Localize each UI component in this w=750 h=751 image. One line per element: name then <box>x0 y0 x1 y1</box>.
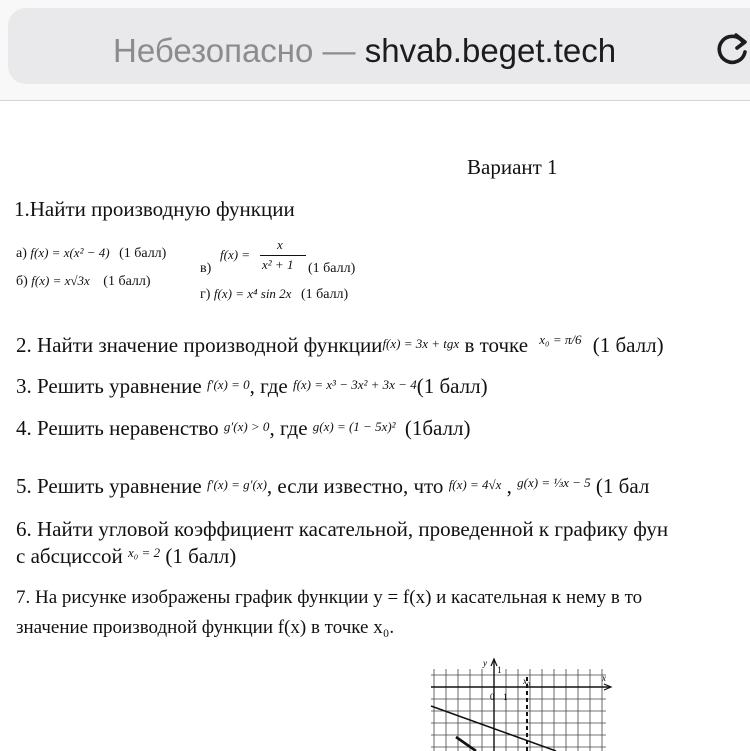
task6-points: (1 балл) <box>165 544 237 568</box>
task5-text2: , если известно, что <box>266 474 444 498</box>
task2-text2: в точке <box>464 333 529 357</box>
task2-points: (1 балл) <box>592 333 664 357</box>
task2-point: x₀ = π/6 <box>539 332 582 347</box>
task1-b-label: б) <box>16 274 28 289</box>
task1-v-lhs: f(x) = <box>220 247 251 262</box>
browser-toolbar <box>0 0 750 101</box>
task3 <box>16 374 488 399</box>
task1-g <box>200 286 348 303</box>
task4-formula2: g(x) = (1 − 5x)² <box>312 419 396 434</box>
y-one-label: 1 <box>497 665 502 675</box>
task7-line1: 7. На рисунке изображены график функции y = f(x) и касательная к нему в то <box>16 587 643 608</box>
url-domain: shvab.beget.tech <box>364 32 617 69</box>
x-axis-label: x <box>602 673 606 683</box>
task1-v-numerator: x <box>277 237 283 252</box>
task3-text2: , где <box>249 374 288 398</box>
y-axis-label: y <box>483 658 487 668</box>
variant-title: Вариант 1 <box>467 155 558 179</box>
task3-formula2: f(x) = x³ − 3x² + 3x − 4 <box>292 377 417 392</box>
task5-comma: , <box>506 474 512 498</box>
task5-points: (1 бал <box>595 474 650 498</box>
task1-v-points: (1 балл) <box>308 261 356 276</box>
task5-formula2: f(x) = 4√x <box>448 477 502 492</box>
task6-formula: x₀ = 2 <box>128 545 161 560</box>
task1-a-formula: f(x) = x(x² − 4) <box>30 245 110 260</box>
task3-text: 3. Решить уравнение <box>16 374 202 398</box>
task2-text: 2. Найти значение производной функции <box>16 333 383 357</box>
task1-g-formula: f(x) = x⁴ sin 2x <box>213 286 292 301</box>
task5 <box>16 474 649 499</box>
task1-v-denominator: x² + 1 <box>262 257 294 272</box>
task1-a-points: (1 балл) <box>119 246 167 261</box>
address-bar[interactable] <box>8 8 750 84</box>
task1-v-fraction-bar <box>260 255 306 256</box>
address-text[interactable] <box>113 32 616 70</box>
task4-text: 4. Решить неравенство <box>16 416 219 440</box>
task2 <box>16 332 664 358</box>
x0-label: x₀ <box>523 676 531 686</box>
task4-formula1: g′(x) > 0 <box>223 419 270 434</box>
x-one-label: 1 <box>503 692 508 702</box>
task6-line2 <box>16 544 236 569</box>
task1-a-label: а) <box>16 246 27 261</box>
task1-b-points: (1 балл) <box>103 274 151 289</box>
reload-icon[interactable] <box>712 28 750 68</box>
task5-formula3: g(x) = ⅓x − 5 <box>517 475 591 490</box>
task1-heading: 1.Найти производную функции <box>14 197 295 221</box>
task4-points: (1балл) <box>404 416 471 440</box>
task1-v-label: в) <box>200 261 212 276</box>
task1-g-label: г) <box>200 287 211 302</box>
task1-b-formula: f(x) = x√3x <box>31 273 90 288</box>
function-curve <box>456 737 476 751</box>
task5-formula1: f′(x) = g′(x) <box>206 477 267 492</box>
task6-line1: 6. Найти угловой коэффициент касательной, проведенной к графику фун <box>16 517 669 541</box>
origin-label: 0 <box>490 692 495 702</box>
task1-a <box>16 245 166 262</box>
task3-formula1: f′(x) = 0 <box>206 377 250 392</box>
task6-text: с абсциссой <box>16 544 123 568</box>
task1-b <box>16 273 151 290</box>
task4-text2: , где <box>269 416 308 440</box>
document-page <box>0 101 750 750</box>
task1-g-points: (1 балл) <box>300 287 349 302</box>
function-graph <box>426 657 616 751</box>
security-warning-text: Небезопасно — <box>113 32 365 69</box>
task7-line2: значение производной функции f(x) в точке x₀. <box>16 617 395 638</box>
task5-text: 5. Решить уравнение <box>16 474 202 498</box>
task4 <box>16 416 470 441</box>
task2-formula: f(x) = 3x + tgx <box>382 336 460 351</box>
task3-points: (1 балл) <box>416 374 488 398</box>
